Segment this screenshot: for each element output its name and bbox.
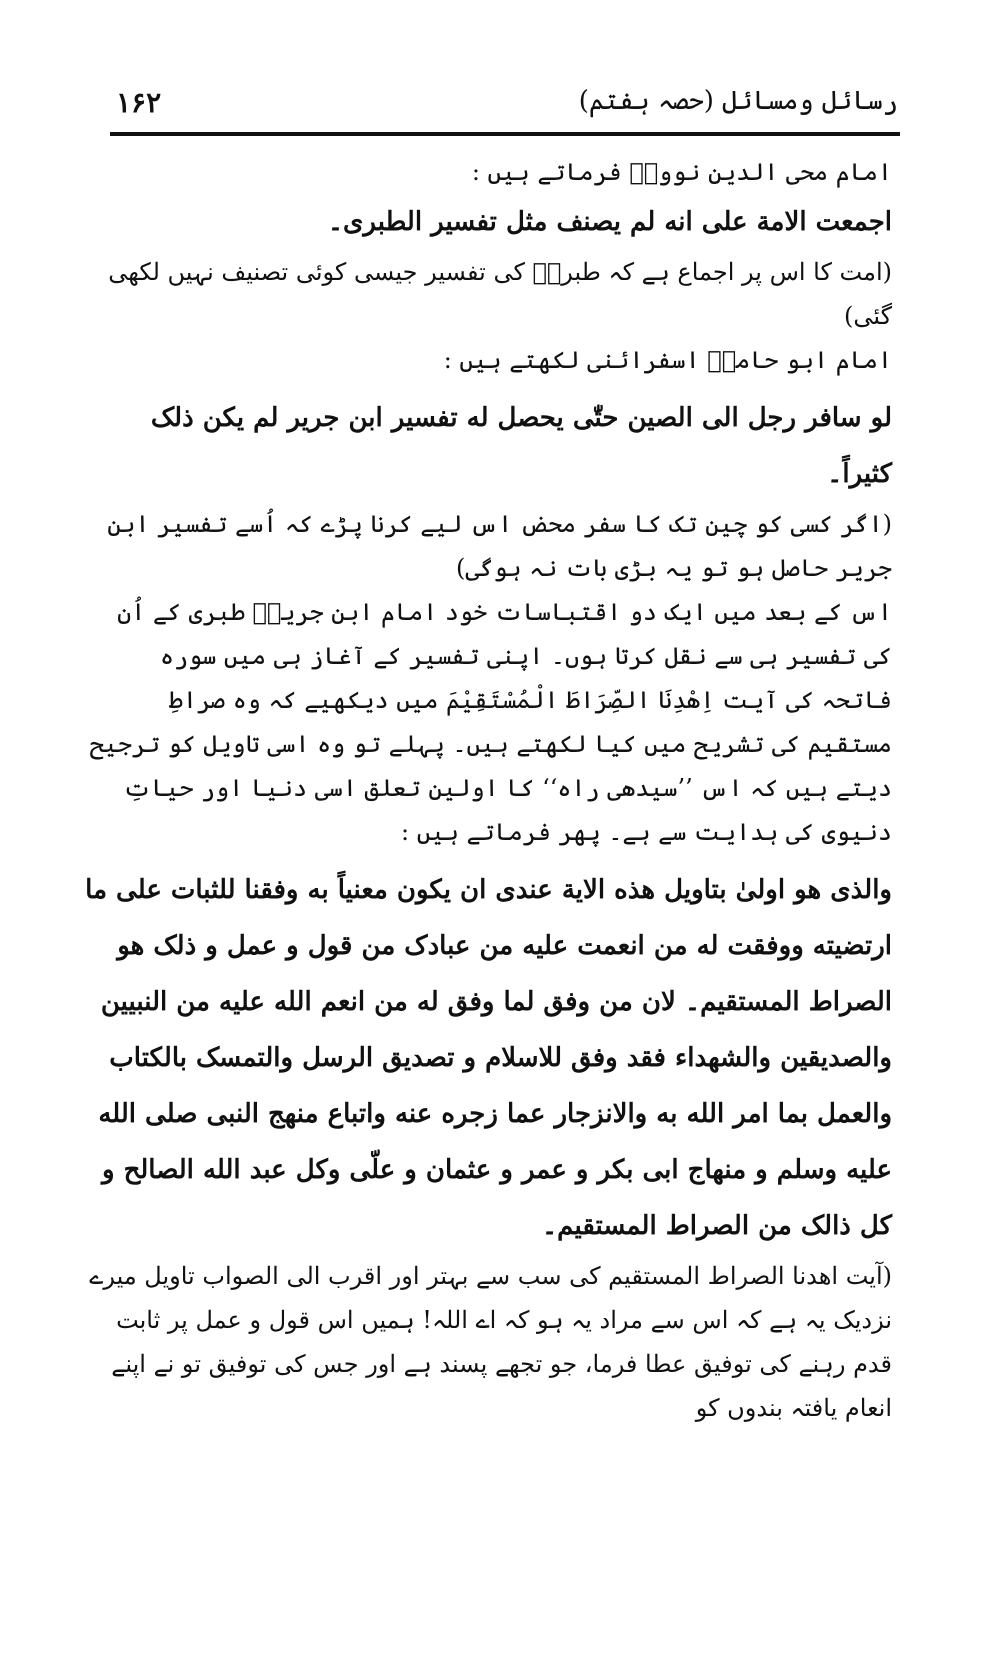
page-number: ۱۶۲ [116, 86, 162, 119]
spacer [84, 854, 892, 862]
header-rule [110, 132, 900, 136]
running-title: رسائل ومسائل (حصہ ہفتم) [578, 86, 898, 116]
page-header [110, 86, 898, 128]
paragraph-nawawi-intro: امام محی الدین نوویؒ فرماتے ہیں : [471, 158, 892, 186]
page-body [84, 150, 892, 1430]
arabic-quote-nawawi: اجمعت الامة علی انه لم یصنف مثل تفسیر الطبری۔ [327, 207, 892, 237]
paragraph-isfaraini-intro: امام ابو حامدؒ اسفرائنی لکھتے ہیں : [443, 346, 892, 374]
spacer [84, 382, 892, 390]
translation-tabari: (آیت اهدنا الصراط المستقیم کی سب سے بہتر اور اقرب الی الصواب تاویل میرے نزدیک یہ ہے کہ اس سے مراد یہ ہو کہ اے اللہ! ہمیں اس قول و عمل پر ثابت قدم رہنے کی توفیق عطا فرما، جو تجھے پسند ہے اور جس کی توفیق تو نے اپنے انعام یافتہ بندوں کو [89, 1262, 892, 1422]
arabic-quote-isfaraini: لو سافر رجل الی الصین حتّٰی یحصل له تفسیر ابن جریر لم یکن ذلک کثیراً۔ [150, 403, 892, 489]
translation-isfaraini: (اگر کسی کو چین تک کا سفر محض اس لیے کرنا پڑے کہ اُسے تفسیر ابن جریر حاصل ہو تو یہ بڑی بات نہ ہوگی) [107, 510, 892, 582]
paragraph-tabari-intro: اس کے بعد میں ایک دو اقتباسات خود امام ابن جریرؒ طبری کے اُن کی تفسیر ہی سے نقل کرتا ہوں۔ اپنی تفسیر کے آغاز ہی میں سورہ فاتحہ کی آیت اِهْدِنَا الصِّرَاطَ الْمُسْتَقِيْمَ میں دیکھیے کہ وہ صراطِ مستقیم کی تشریح میں کیا لکھتے ہیں۔ پہلے تو وہ اسی تاویل کو ترجیح دیتے ہیں کہ اس ’’سیدھی راہ‘‘ کا اولین تعلق اسی دنیا اور حیاتِ دنیوی کی ہدایت سے ہے۔ پھر فرماتے ہیں : [89, 598, 892, 846]
arabic-quote-tabari: والذی هو اولیٰ بتاویل هذه الایة عندی ان یکون معنیاً به وفقنا للثبات علی ما ارتضیته ووفقت له من انعمت علیه من عبادک من قول و عمل و ذلک هو الصراط المستقیم۔ لان من وفق لما وفق له من انعم الله علیه من النبیین والصدیقین والشهداء فقد وفق للاسلام و تصدیق الرسل والتمسک بالکتاب والعمل بما امر الله به والانزجار عما زجره عنه واتباع منهج النبی صلی الله علیه وسلم و منهاج ابی بکر و عمر و عثمان و علّی وکل عبد الله الصالح و کل ذالک من الصراط المستقیم۔ [85, 875, 892, 1241]
translation-nawawi: (امت کا اس پر اجماع ہے کہ طبریؒ کی تفسیر جیسی کوئی تصنیف نہیں لکھی گئی) [108, 258, 892, 330]
